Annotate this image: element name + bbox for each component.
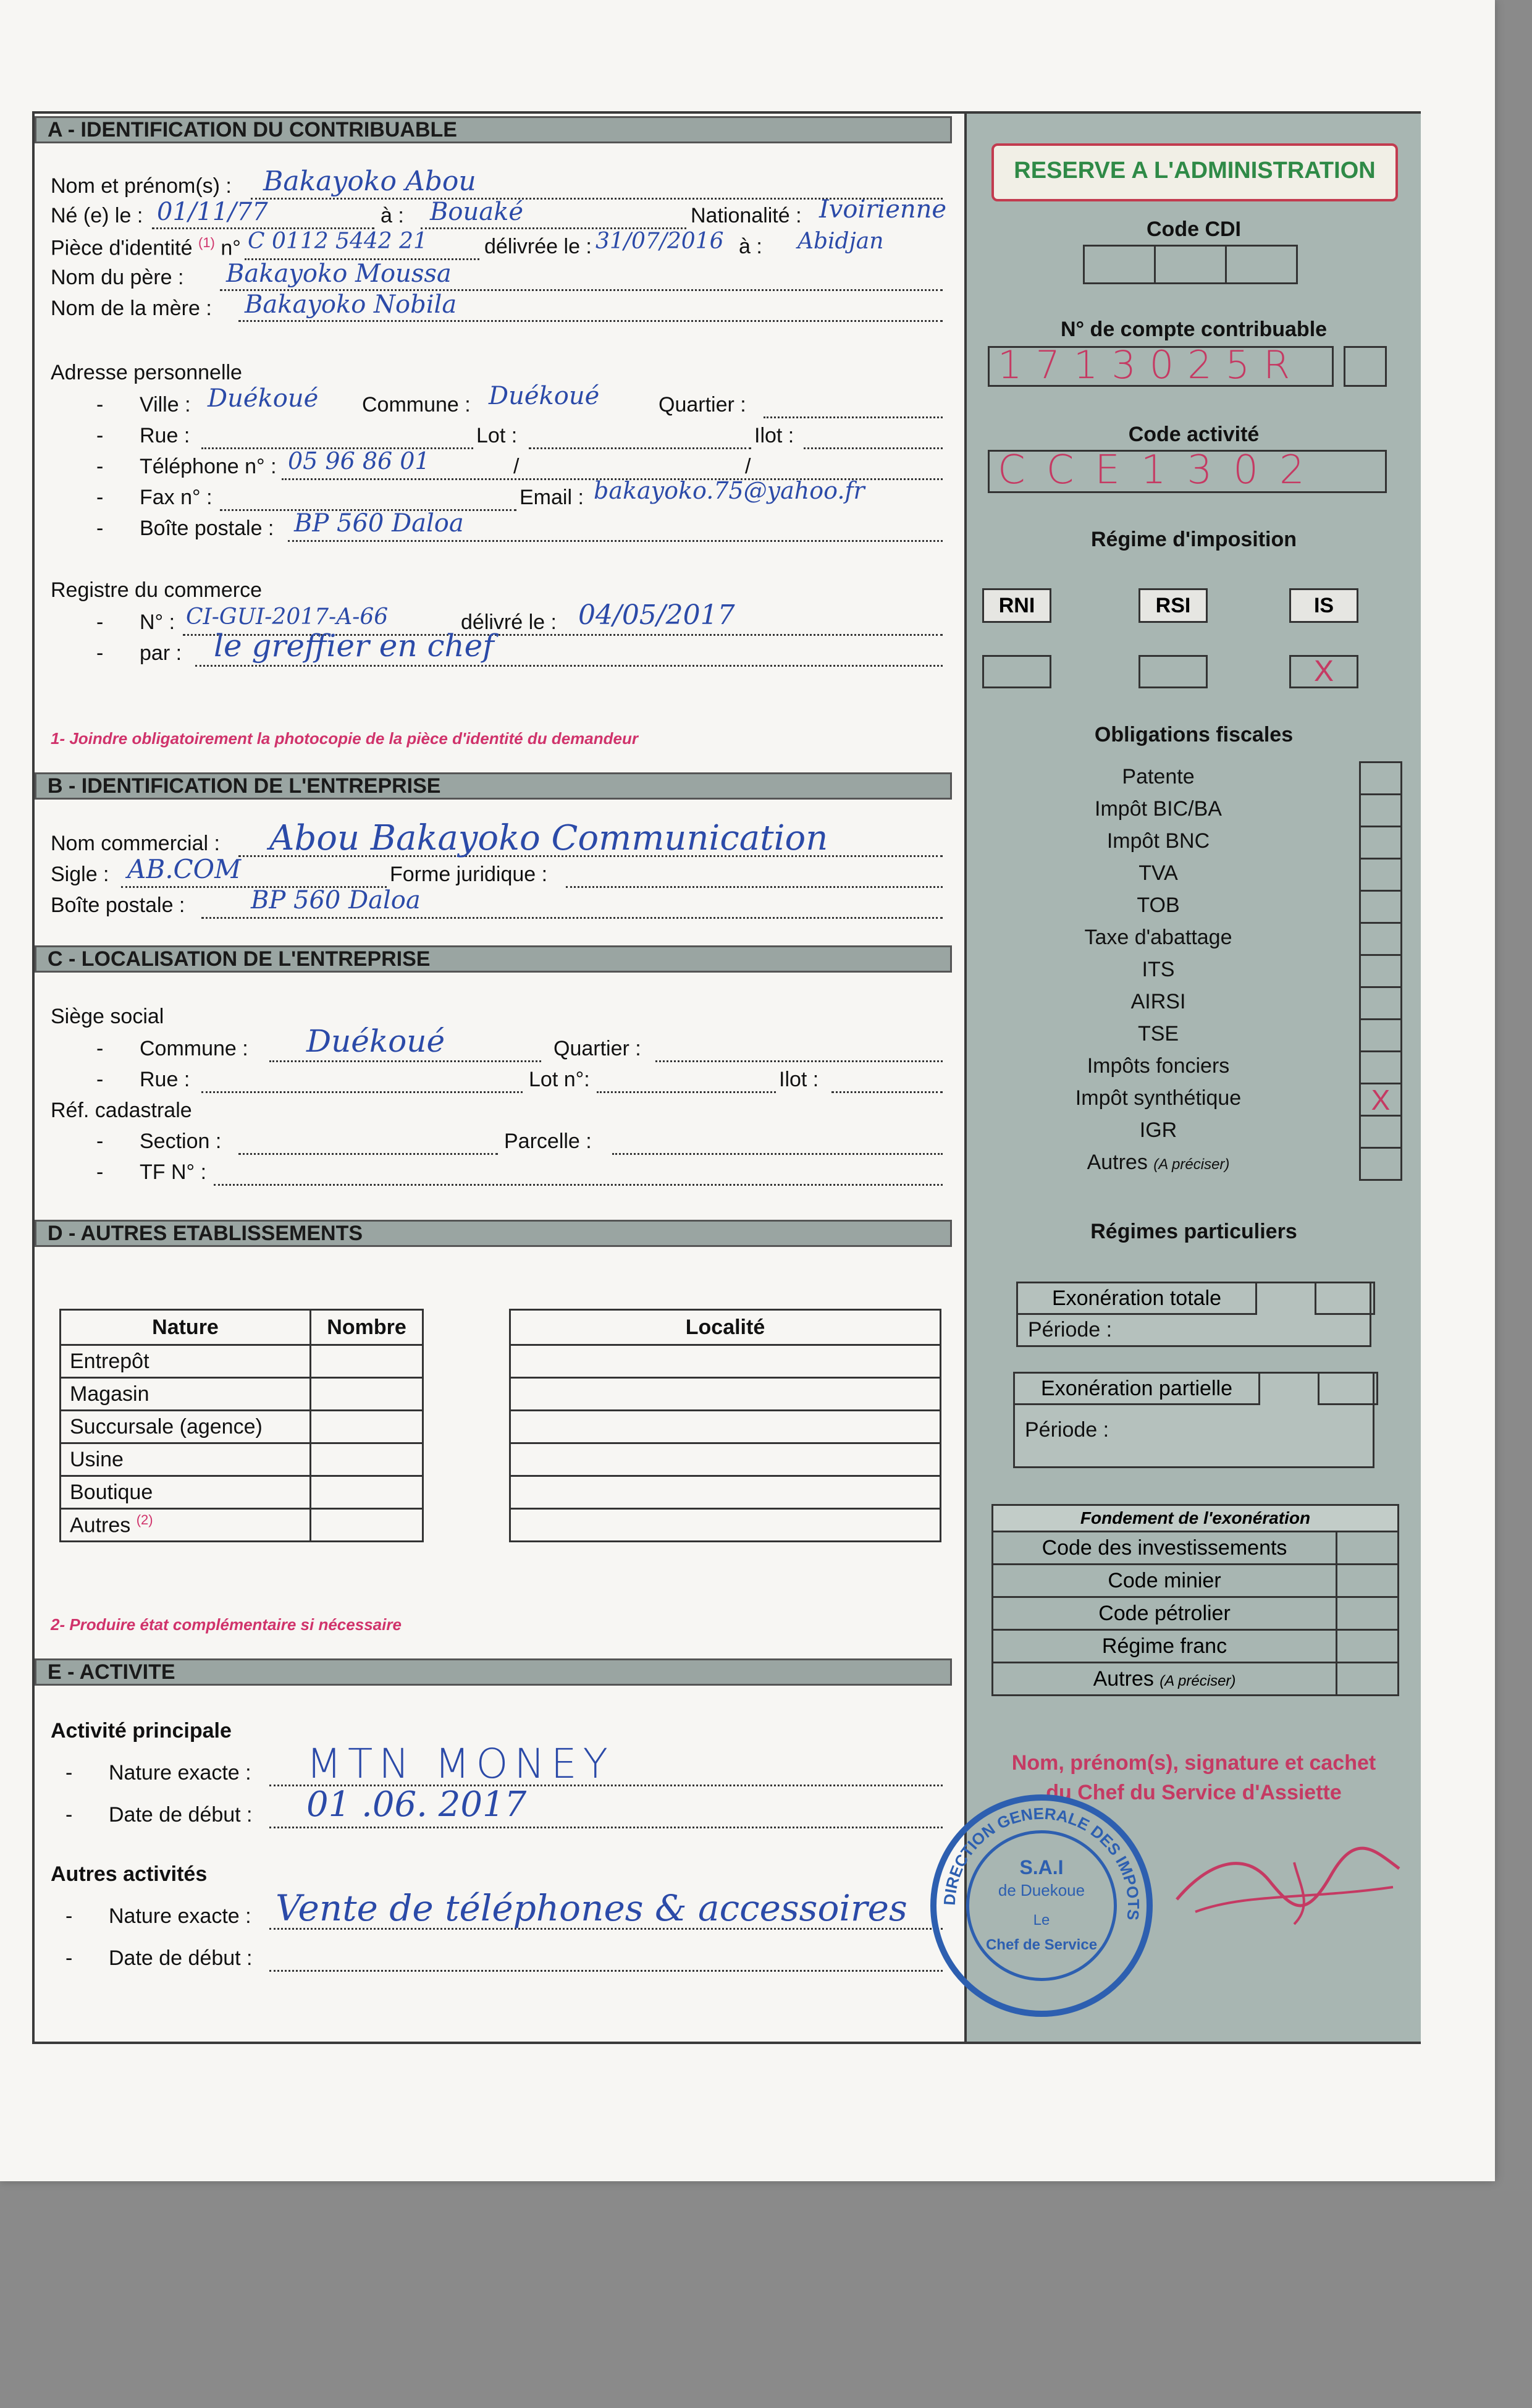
table-row <box>61 1476 423 1509</box>
fondement-label: Autres (A préciser) <box>991 1662 1337 1696</box>
c-commune-dash: - <box>96 1037 104 1060</box>
siege-label: Siège social <box>51 1005 164 1028</box>
obligation-checkbox[interactable] <box>1359 858 1402 892</box>
exoneration-partielle-box <box>1013 1372 1374 1468</box>
exo-partielle-checkbox[interactable] <box>1318 1372 1378 1405</box>
adresse-label: Adresse personnelle <box>51 361 242 384</box>
nombre-cell <box>311 1378 423 1411</box>
signature-label-1: Nom, prénom(s), signature et cachet <box>1011 1751 1376 1775</box>
quartier-label: Quartier : <box>659 393 746 416</box>
rc-no-label: N° : <box>140 610 175 634</box>
svg-text:DIRECTION GENERALE DES IMPOTS: DIRECTION GENERALE DES IMPOTS <box>940 1804 1143 1922</box>
table-row <box>61 1345 423 1378</box>
date-value: 01 .06. 2017 <box>306 1785 527 1825</box>
tf-line <box>214 1184 943 1186</box>
ne-a-value: Bouaké <box>430 198 523 226</box>
tel-label: Téléphone n° : <box>140 455 277 478</box>
section-dash: - <box>96 1130 104 1153</box>
exo-totale-periode: Période : <box>1028 1318 1113 1341</box>
compte-value: 1713025R <box>998 342 1304 387</box>
obligation-checkbox[interactable] <box>1359 1115 1402 1149</box>
nombre-cell <box>311 1476 423 1509</box>
fondement-checkbox[interactable] <box>1336 1563 1399 1598</box>
localite-cell <box>510 1476 941 1509</box>
c-quartier-label: Quartier : <box>553 1037 641 1060</box>
c-lot-label: Lot n°: <box>529 1068 590 1091</box>
c-rue-line <box>201 1091 523 1093</box>
obligation-label: Impôts fonciers <box>1087 1054 1230 1078</box>
c-ilot-label: Ilot : <box>779 1068 819 1091</box>
piece-a-label: à : <box>739 235 762 258</box>
obligation-label: ITS <box>1142 958 1175 981</box>
code-activite-label: Code activité <box>1128 423 1260 446</box>
rue-dash: - <box>96 424 104 447</box>
activite-principale-label: Activité principale <box>51 1719 232 1743</box>
section-e-header: E - ACTIVITE <box>35 1658 952 1686</box>
rue-label: Rue : <box>140 424 190 447</box>
section-a-header: A - IDENTIFICATION DU CONTRIBUABLE <box>35 116 952 143</box>
commune-value: Duékoué <box>489 382 600 410</box>
obligation-checkbox[interactable] <box>1359 954 1402 988</box>
par-value: le greffier en chef <box>214 628 494 664</box>
sigle-value: AB.COM <box>127 854 242 884</box>
note-2: 2- Produire état complémentaire si nécessaire <box>51 1615 402 1634</box>
nombre-cell <box>311 1411 423 1443</box>
fondement-checkbox[interactable] <box>1336 1596 1399 1631</box>
signature <box>1171 1825 1405 1949</box>
rc-delivre-value: 04/05/2017 <box>578 599 735 631</box>
parcelle-label: Parcelle : <box>504 1130 592 1153</box>
exo-totale-checkbox[interactable] <box>1315 1282 1375 1315</box>
ne-a-label: à : <box>381 204 404 227</box>
is-checkbox[interactable] <box>1289 655 1358 688</box>
piece-a-value: Abidjan <box>798 229 884 254</box>
par-dash: - <box>96 641 104 665</box>
regime-rni: RNI <box>982 588 1051 623</box>
tel-slash-2: / <box>745 455 751 478</box>
form-left-column <box>35 114 964 2042</box>
ville-value: Duékoué <box>208 384 319 413</box>
par-label: par : <box>140 641 182 665</box>
rc-no-dash: - <box>96 610 104 634</box>
par-line <box>195 665 943 667</box>
obligation-checkbox[interactable] <box>1359 1147 1402 1181</box>
sigle-label: Sigle : <box>51 863 109 886</box>
ne-label: Né (e) le : <box>51 204 143 227</box>
localite-cell <box>510 1345 941 1378</box>
note-1: 1- Joindre obligatoirement la photocopie de la pièce d'identité du demandeur <box>51 729 638 748</box>
date-label: Date de début : <box>109 1803 253 1827</box>
tel-slash-1: / <box>513 455 520 478</box>
obligation-label: Patente <box>1122 765 1195 788</box>
obligation-checkbox[interactable] <box>1359 890 1402 924</box>
declaration-form <box>32 111 1421 2044</box>
col-localite: Localité <box>510 1310 941 1345</box>
synthetique-check-mark: X <box>1371 1084 1391 1116</box>
localite-cell <box>510 1509 941 1542</box>
localite-cell <box>510 1411 941 1443</box>
stamp-le: Le <box>1033 1912 1050 1929</box>
c-quartier-line <box>655 1060 943 1062</box>
fondement-header: Fondement de l'exonération <box>991 1504 1399 1532</box>
col-nombre: Nombre <box>311 1310 423 1345</box>
reserve-administration-badge: RESERVE A L'ADMINISTRATION <box>991 143 1398 201</box>
obligation-label: Impôt synthétique <box>1075 1086 1242 1110</box>
delivree-label: délivrée le : <box>484 235 592 258</box>
stamp-de: de Duekoue <box>998 1881 1085 1899</box>
localite-table <box>509 1309 941 1542</box>
obligation-checkbox[interactable] <box>1359 826 1402 860</box>
nom-commercial-label: Nom commercial : <box>51 832 220 855</box>
quartier-line <box>764 416 943 418</box>
delivree-value: 31/07/2016 <box>596 229 724 254</box>
tel-dash: - <box>96 455 104 478</box>
mere-value: Bakayoko Nobila <box>245 290 457 319</box>
obligation-checkbox[interactable] <box>1359 922 1402 956</box>
commune-label: Commune : <box>362 393 471 416</box>
row-label: Autres $^{(2)}$ <box>61 1509 311 1542</box>
exo-partielle-label: Exonération partielle <box>1013 1372 1260 1405</box>
mere-label: Nom de la mère : <box>51 297 212 320</box>
table-row <box>61 1443 423 1476</box>
obligation-label: IGR <box>1139 1118 1177 1142</box>
stamp-sai: S.A.I <box>1019 1856 1064 1878</box>
compte-key-cell <box>1344 346 1387 387</box>
fondement-checkbox[interactable] <box>1336 1662 1399 1696</box>
cdi-cell <box>1225 245 1298 284</box>
tf-dash: - <box>96 1160 104 1184</box>
nature-value: MTN MONEY <box>306 1740 614 1788</box>
etablissements-table <box>59 1309 424 1542</box>
regime-is: IS <box>1289 588 1358 623</box>
obligation-checkbox[interactable] <box>1359 793 1402 827</box>
exo-totale-label: Exonération totale <box>1016 1282 1257 1315</box>
section-line <box>238 1153 498 1155</box>
regime-rsi: RSI <box>1138 588 1208 623</box>
autres-date-label: Date de début : <box>109 1946 253 1970</box>
section-d-header: D - AUTRES ETABLISSEMENTS <box>35 1220 952 1247</box>
table-row <box>61 1378 423 1411</box>
c-commune-value: Duékoué <box>306 1023 445 1059</box>
tf-label: TF N° : <box>140 1160 207 1184</box>
fax-dash: - <box>96 486 104 509</box>
pere-value: Bakayoko Moussa <box>226 260 452 288</box>
table-row <box>61 1411 423 1443</box>
obligation-checkbox[interactable] <box>1359 1050 1402 1084</box>
b-bp-label: Boîte postale : <box>51 893 185 917</box>
compte-label: N° de compte contribuable <box>1060 318 1328 341</box>
nom-commercial-value: Abou Bakayoko Communication <box>269 818 828 858</box>
obligation-label: TVA <box>1138 861 1178 885</box>
obligation-checkbox[interactable] <box>1359 761 1402 795</box>
section-c-header: C - LOCALISATION DE L'ENTREPRISE <box>35 945 952 973</box>
b-bp-line <box>201 917 943 919</box>
lot-label: Lot : <box>476 424 518 447</box>
piece-no-value: C 0112 5442 21 <box>248 229 427 254</box>
stamp-ring-text <box>936 1801 1147 2011</box>
ville-label: Ville : <box>140 393 191 416</box>
c-rue-dash: - <box>96 1068 104 1091</box>
ilot-line <box>804 447 943 449</box>
section-b-header: B - IDENTIFICATION DE L'ENTREPRISE <box>35 772 952 800</box>
row-label: Usine <box>61 1443 311 1476</box>
nature-dash: - <box>65 1761 73 1785</box>
c-commune-line <box>269 1060 541 1062</box>
row-label: Boutique <box>61 1476 311 1509</box>
code-cdi-label: Code CDI <box>1147 218 1241 241</box>
stamp-chef: Chef de Service <box>985 1937 1098 1953</box>
c-ilot-line <box>831 1091 943 1093</box>
tel-value: 05 96 86 01 <box>288 447 430 475</box>
row-label: Entrepôt <box>61 1345 311 1378</box>
rni-checkbox[interactable] <box>982 655 1051 688</box>
admin-panel <box>964 114 1421 2042</box>
bp-line <box>288 540 943 542</box>
localite-cell <box>510 1443 941 1476</box>
date-dash: - <box>65 1803 73 1827</box>
autres-nature-value: Vente de téléphones & accessoires <box>276 1887 907 1929</box>
row-label: Succursale (agence) <box>61 1411 311 1443</box>
nom-value: Bakayoko Abou <box>263 166 476 197</box>
autres-activites-label: Autres activités <box>51 1862 208 1886</box>
fondement-label: Code minier <box>991 1563 1337 1598</box>
ilot-label: Ilot : <box>754 424 794 447</box>
forme-label: Forme juridique : <box>390 863 548 886</box>
cdi-cell <box>1083 245 1156 284</box>
rsi-checkbox[interactable] <box>1138 655 1208 688</box>
c-commune-label: Commune : <box>140 1037 248 1060</box>
nationalite-value: Ivoirienne <box>819 195 947 224</box>
ville-dash: - <box>96 393 104 416</box>
email-label: Email : <box>520 486 584 509</box>
fondement-checkbox[interactable] <box>1336 1531 1399 1565</box>
regimes-particuliers-label: Régimes particuliers <box>1090 1220 1297 1243</box>
section-label: Section : <box>140 1130 222 1153</box>
autres-date-dash: - <box>65 1946 73 1970</box>
b-bp-value: BP 560 Daloa <box>251 886 421 915</box>
obligation-label: Taxe d'abattage <box>1084 926 1232 949</box>
nature-label: Nature exacte : <box>109 1761 251 1785</box>
signature-label-2: du Chef du Service d'Assiette <box>1046 1781 1342 1804</box>
rc-label: Registre du commerce <box>51 578 263 602</box>
autres-nature-dash: - <box>65 1904 73 1928</box>
parcelle-line <box>612 1153 943 1155</box>
nom-label: Nom et prénom(s) : <box>51 174 232 198</box>
cdi-cell <box>1154 245 1227 284</box>
lot-line <box>529 447 751 449</box>
bp-value: BP 560 Daloa <box>294 509 464 538</box>
nombre-cell <box>311 1443 423 1476</box>
row-label: Magasin <box>61 1378 311 1411</box>
fondement-label: Code des investissements <box>991 1531 1337 1565</box>
code-activite-value: CCE1302 <box>998 447 1326 493</box>
rc-delivre-label: délivré le : <box>461 610 557 634</box>
table-row <box>61 1509 423 1542</box>
forme-line <box>566 886 943 888</box>
official-stamp <box>930 1794 1153 2017</box>
rc-no-value: CI-GUI-2017-A-66 <box>186 604 389 630</box>
mere-line <box>238 320 943 322</box>
ne-value: 01/11/77 <box>157 198 268 226</box>
obligation-checkbox[interactable] <box>1359 1083 1402 1117</box>
col-nature: Nature <box>61 1310 311 1345</box>
exoneration-totale-box <box>1016 1282 1371 1347</box>
obligations-fiscales-label: Obligations fiscales <box>1094 723 1294 746</box>
obligation-label: Impôt BNC <box>1106 829 1210 853</box>
fondement-label: Régime franc <box>991 1629 1337 1663</box>
fondement-checkbox[interactable] <box>1336 1629 1399 1663</box>
obligation-label: AIRSI <box>1130 990 1186 1013</box>
autres-date-line <box>269 1970 943 1972</box>
bp-dash: - <box>96 517 104 540</box>
email-value: bakayoko.75@yahoo.fr <box>594 477 865 504</box>
obligation-label: TOB <box>1137 893 1180 917</box>
obligation-label: TSE <box>1137 1022 1179 1046</box>
autres-nature-label: Nature exacte : <box>109 1904 251 1928</box>
c-rue-label: Rue : <box>140 1068 190 1091</box>
c-lot-line <box>597 1091 776 1093</box>
obligation-checkbox[interactable] <box>1359 986 1402 1020</box>
is-check-mark: X <box>1313 655 1334 688</box>
obligation-label: Autres (A préciser) <box>1087 1151 1230 1174</box>
obligation-checkbox[interactable] <box>1359 1018 1402 1052</box>
exo-partielle-periode: Période : <box>1025 1418 1109 1442</box>
localite-cell <box>510 1378 941 1411</box>
piece-label: Pièce d'identité $^{(1)}$ n° <box>51 235 241 260</box>
nombre-cell <box>311 1345 423 1378</box>
obligation-label: Impôt BIC/BA <box>1095 797 1222 821</box>
pere-label: Nom du père : <box>51 266 184 289</box>
nationalite-label: Nationalité : <box>691 204 802 227</box>
ref-cadastrale-label: Réf. cadastrale <box>51 1099 192 1122</box>
fax-label: Fax n° : <box>140 486 213 509</box>
regime-imposition-label: Régime d'imposition <box>1091 528 1297 551</box>
fondement-label: Code pétrolier <box>991 1596 1337 1631</box>
date-line <box>269 1827 943 1828</box>
bp-label: Boîte postale : <box>140 517 274 540</box>
nombre-cell <box>311 1509 423 1542</box>
